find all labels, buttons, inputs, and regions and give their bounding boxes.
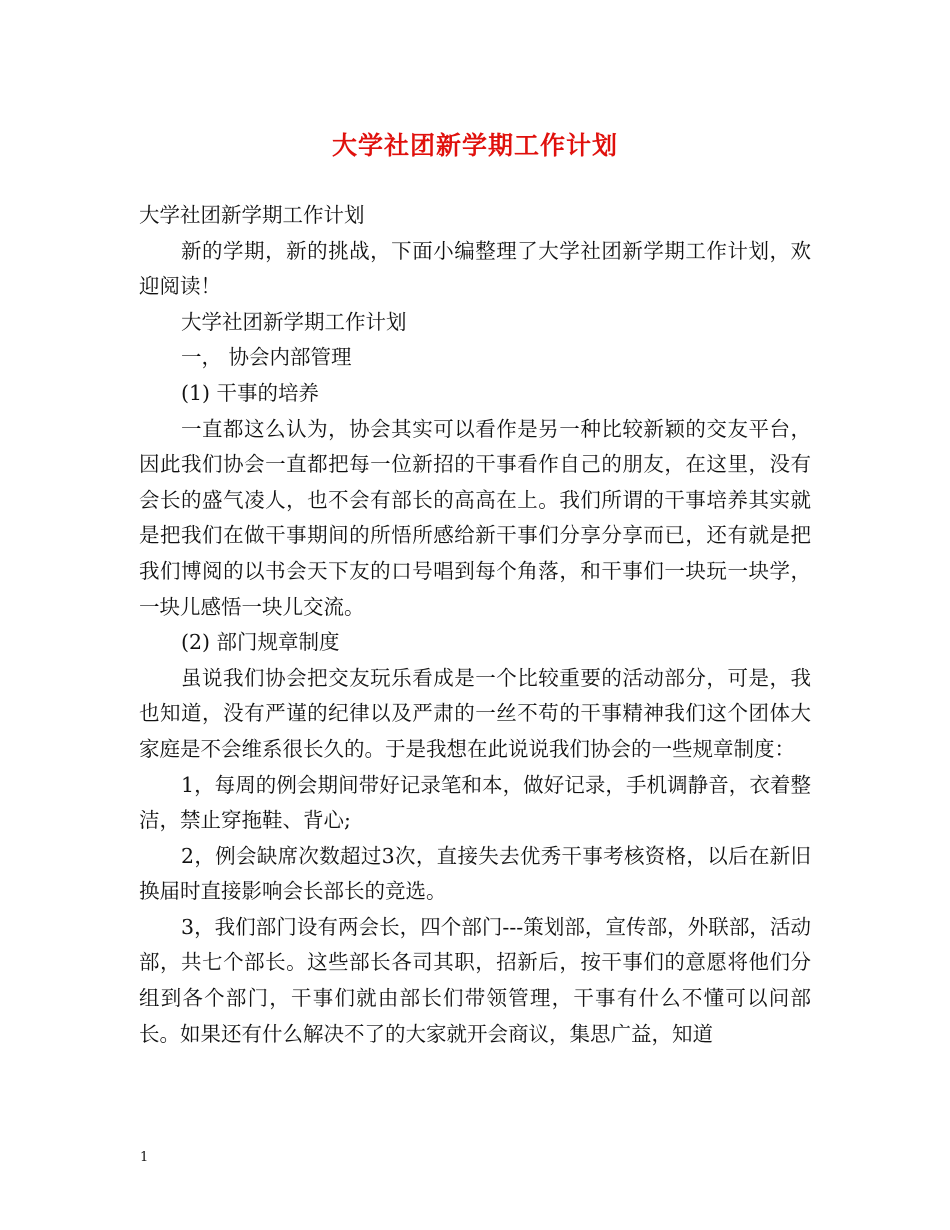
section-heading-internal-management: 一， 协会内部管理 (181, 345, 352, 370)
rule-item-3: 3，我们部门设有两会长，四个部门---策划部，宣传部，外联部，活动部，共七个部长。这些部长各司其职，招新后，按干事们的意愿将他们分组到各个部门，干事们就由部长们带领管理，干事有什么不懂可以问部长。如果还有什么解决不了的大家就开会商议，集思广益，知道 (139, 914, 811, 1046)
paragraph-subtitle: 大学社团新学期工作计划 (181, 309, 407, 334)
paragraph-staff-training: 一直都这么认为，协会其实可以看作是另一种比较新颖的交友平台，因此我们协会一直都把每一位新招的干事看作自己的朋友，在这里，没有会长的盛气凌人，也不会有部长的高高在上。我们所谓的干事培养其实就是把我们在做干事期间的所悟所感给新干事们分享分享而已，还有就是把我们博阅的以书会天下友的口号唱到每个角落，和干事们一块玩一块学，一块儿感悟一块儿交流。 (139, 416, 811, 619)
paragraph-intro: 新的学期，新的挑战，下面小编整理了大学社团新学期工作计划，欢迎阅读！ (139, 238, 811, 299)
page-number: 1 (140, 1150, 149, 1165)
rule-item-1: 1，每周的例会期间带好记录笔和本，做好记录，手机调静音，衣着整洁，禁止穿拖鞋、背心; (139, 772, 811, 833)
subsection-heading-rules: (2) 部门规章制度 (181, 630, 340, 655)
paragraph-rules-intro: 虽说我们协会把交友玩乐看成是一个比较重要的活动部分，可是，我也知道，没有严谨的纪律以及严肃的一丝不苟的干事精神我们这个团体大家庭是不会维系很长久的。于是我想在此说说我们协会的一些规章制度： (139, 665, 811, 761)
subsection-heading-staff-training: (1) 干事的培养 (181, 380, 320, 405)
document-body (139, 198, 811, 1052)
paragraph-heading: 大学社团新学期工作计划 (139, 203, 365, 227)
document-title: 大学社团新学期工作计划 (331, 131, 618, 160)
rule-item-2: 2，例会缺席次数超过3次，直接失去优秀干事考核资格，以后在新旧换届时直接影响会长部长的竞选。 (139, 843, 811, 904)
